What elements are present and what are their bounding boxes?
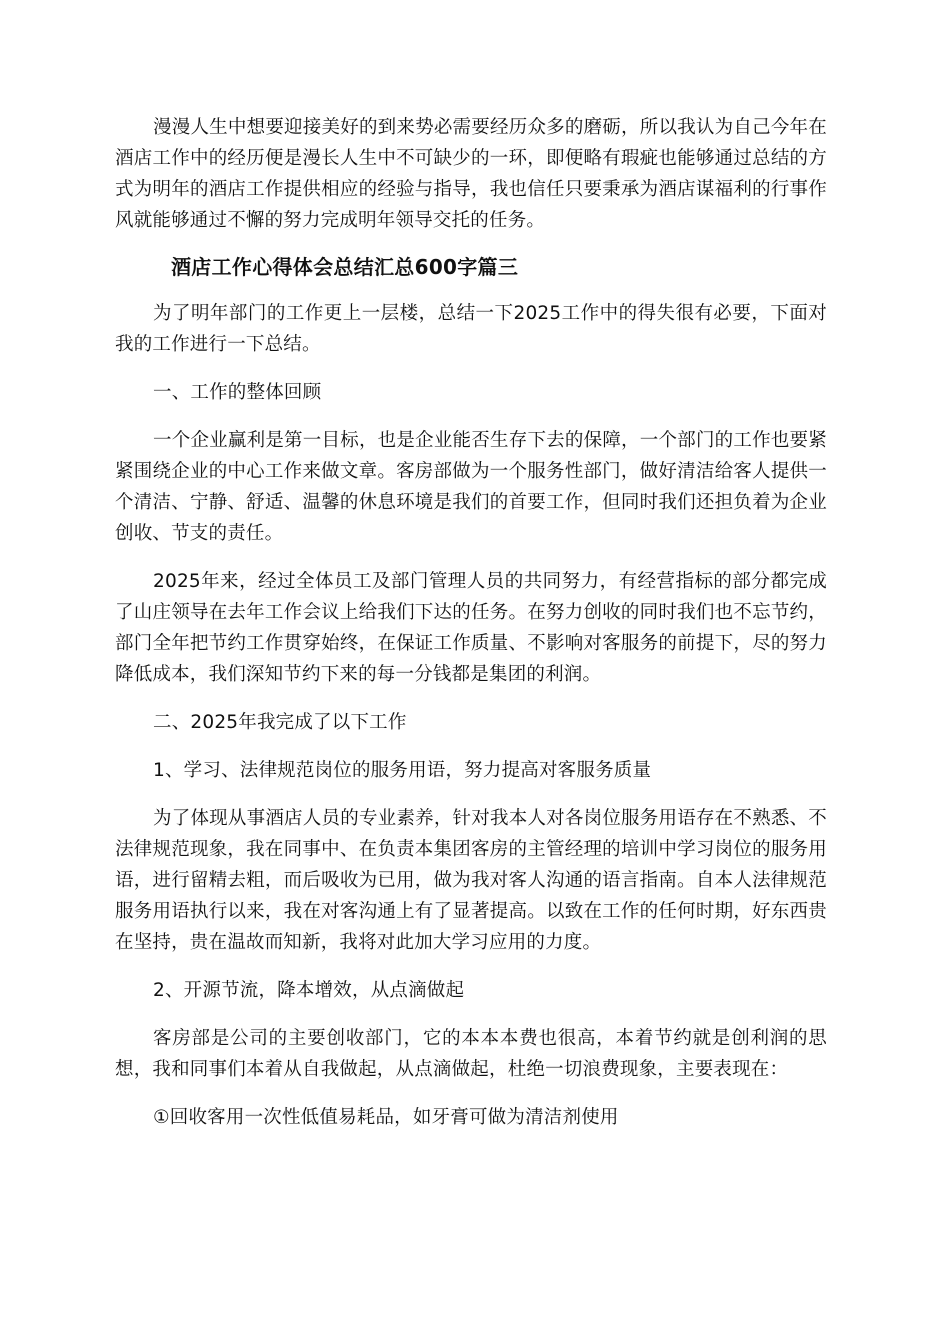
subheading: 2、开源节流，降本增效，从点滴做起	[153, 980, 465, 1001]
document-page	[115, 112, 827, 1133]
paragraph: 为了体现从事酒店人员的专业素养，针对我本人对各岗位服务用语存在不熟悉、不法律规范现象，我在同事中、在负责本集团客房的主管经理的培训中学习岗位的服务用语，进行留精去粗，而后吸收为已用，做为我对客人沟通的语言指南。自本人法律规范服务用语执行以来，我在对客沟通上有了显著提高。以致在工作的任何时期，好东西贵在坚持，贵在温故而知新，我将对此加大学习应用的力度。	[115, 808, 827, 953]
paragraph: 客房部是公司的主要创收部门，它的本本本费也很高，本着节约就是创利润的思想，我和同事们本着从自我做起，从点滴做起，杜绝一切浪费现象，主要表现在：	[115, 1028, 827, 1080]
subheading: 1、学习、法律规范岗位的服务用语，努力提高对客服务质量	[153, 760, 652, 781]
paragraph: 一个企业赢利是第一目标，也是企业能否生存下去的保障，一个部门的工作也要紧紧围绕企业的中心工作来做文章。客房部做为一个服务性部门，做好清洁给客人提供一个清洁、宁静、舒适、温馨的休息环境是我们的首要工作，但同时我们还担负着为企业创收、节支的责任。	[115, 430, 827, 544]
intro-paragraph: 漫漫人生中想要迎接美好的到来势必需要经历众多的磨砺，所以我认为自己今年在酒店工作中的经历便是漫长人生中不可缺少的一环，即便略有瑕疵也能够通过总结的方式为明年的酒店工作提供相应的经验与指导，我也信任只要秉承为酒店谋福利的行事作风就能够通过不懈的努力完成明年领导交托的任务。	[115, 117, 827, 231]
subheading: 一、工作的整体回顾	[153, 382, 322, 403]
subheading: 二、2025年我完成了以下工作	[153, 712, 407, 733]
list-item: ①回收客用一次性低值易耗品，如牙膏可做为清洁剂使用	[153, 1107, 619, 1128]
section-title: 酒店工作心得体会总结汇总600字篇三	[171, 255, 519, 279]
paragraph: 为了明年部门的工作更上一层楼，总结一下2025工作中的得失很有必要，下面对我的工作进行一下总结。	[115, 303, 827, 355]
paragraph: 2025年来，经过全体员工及部门管理人员的共同努力，有经营指标的部分都完成了山庄领导在去年工作会议上给我们下达的任务。在努力创收的同时我们也不忘节约，部门全年把节约工作贯穿始终，在保证工作质量、不影响对客服务的前提下，尽的努力降低成本，我们深知节约下来的每一分钱都是集团的利润。	[115, 571, 827, 685]
